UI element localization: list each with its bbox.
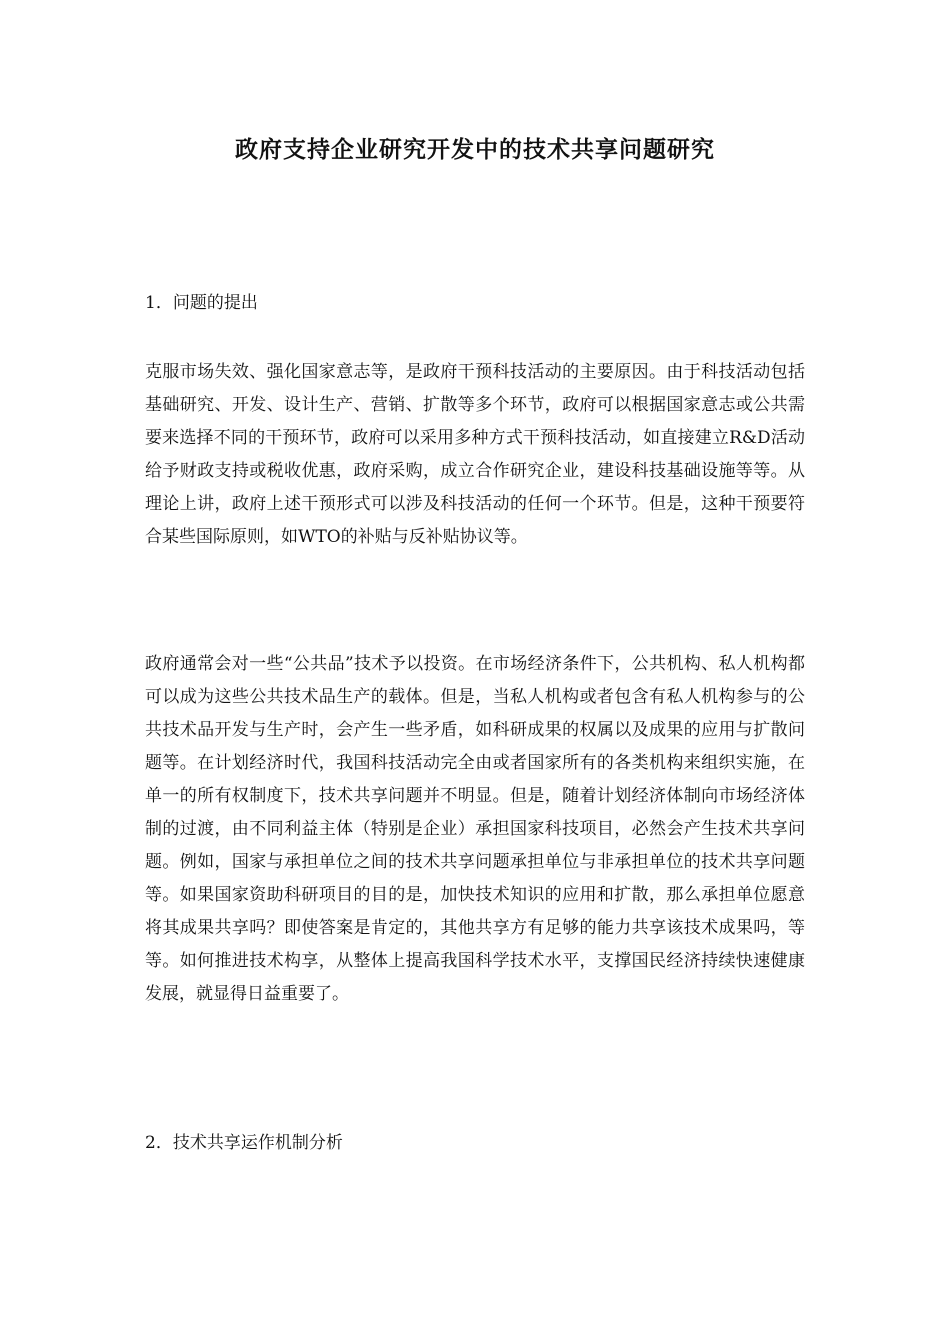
section-heading-2: 2．技术共享运作机制分析 [145,1133,343,1153]
document-title: 政府支持企业研究开发中的技术共享问题研究 [235,136,715,163]
paragraph-2: 政府通常会对一些“公共品”技术予以投资。在市场经济条件下，公共机构、私人机构都可以成为这些公共技术品生产的载体。但是，当私人机构或者包含有私人机构参与的公共技术品开发与生产时，会产生一些矛盾，如科研成果的权属以及成果的应用与扩散问题等。在计划经济时代，我国科技活动完全由或者国家所有的各类机构来组织实施，在单一的所有权制度下，技术共享问题并不明显。但是，随着计划经济体制向市场经济体制的过渡，由不同利益主体（特别是企业）承担国家科技项目，必然会产生技术共享问题。例如，国家与承担单位之间的技术共享问题承担单位与非承担单位的技术共享问题等。如果国家资助科研项目的目的是，加快技术知识的应用和扩散，那么承担单位愿意将其成果共享吗？即使答案是肯定的，其他共享方有足够的能力共享该技术成果吗，等等。如何推进技术构享，从整体上提高我国科学技术水平，支撑国民经济持续快速健康发展，就显得日益重要了。 [145,654,805,1004]
paragraph-1: 克服市场失效、强化国家意志等，是政府干预科技活动的主要原因。由于科技活动包括基础研究、开发、设计生产、营销、扩散等多个环节，政府可以根据国家意志或公共需要来选择不同的干预环节，政府可以采用多种方式干预科技活动，如直接建立R&D活动给予财政支持或税收优惠，政府采购，成立合作研究企业，建设科技基础设施等等。从理论上讲，政府上述干预形式可以涉及科技活动的任何一个环节。但是，这种干预要符合某些国际原则，如WTO的补贴与反补贴协议等。 [145,362,805,547]
section-heading-1: 1．问题的提出 [145,293,258,313]
